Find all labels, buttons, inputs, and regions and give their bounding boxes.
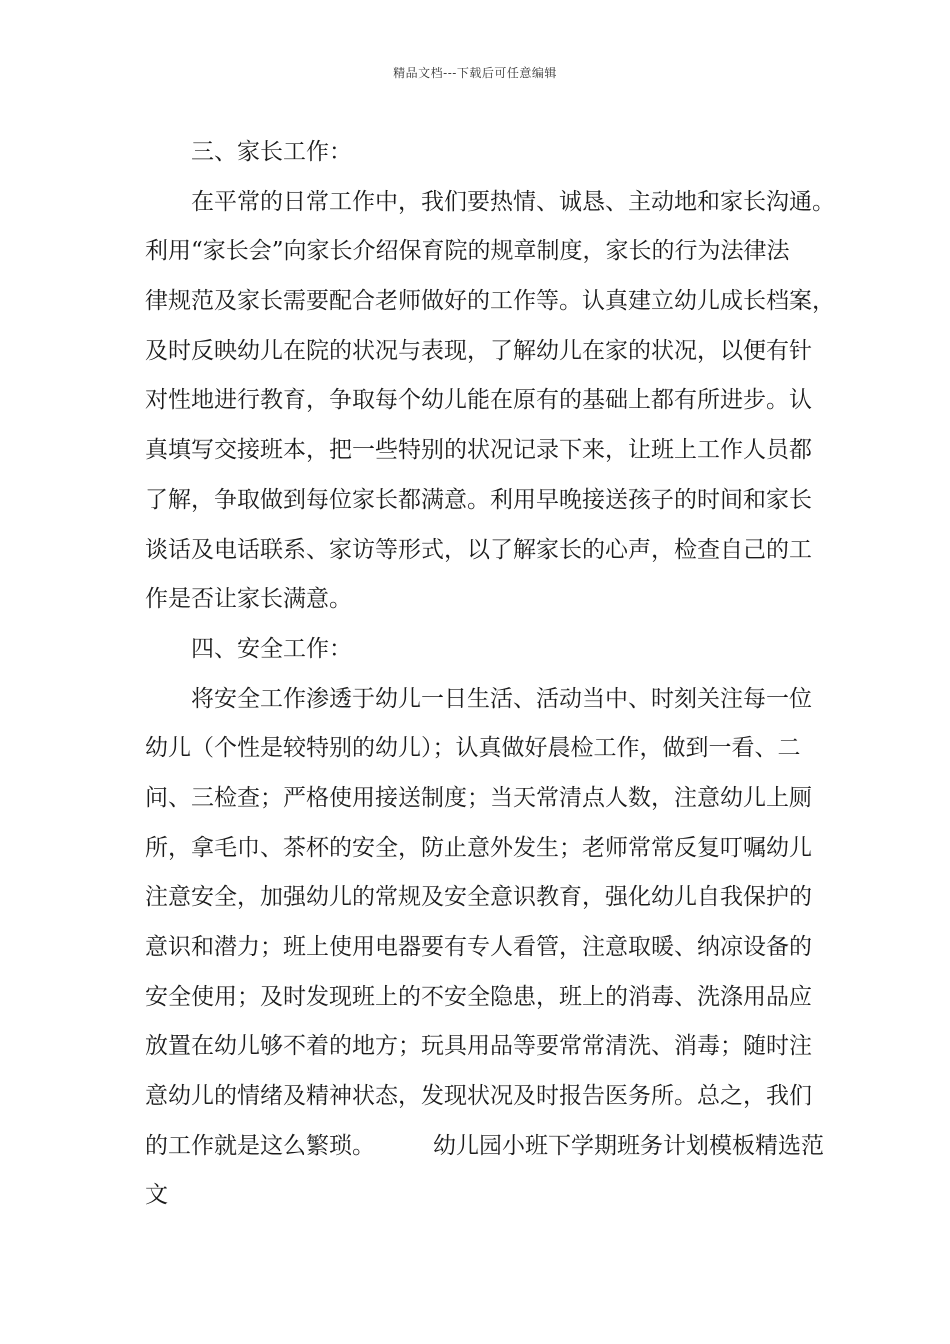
paragraph-line: 了解，争取做到每位家长都满意。利用早晚接送孩子的时间和家长 xyxy=(145,486,812,513)
paragraph-line: 安全使用；及时发现班上的不安全隐患，班上的消毒、洗涤用品应 xyxy=(145,983,812,1010)
paragraph-line: 所，拿毛巾、茶杯的安全，防止意外发生；老师常常反复叮嘱幼儿 xyxy=(145,834,812,861)
closing-line xyxy=(145,1122,824,1172)
page-header: 精品文档---下载后可任意编辑 xyxy=(393,66,557,80)
paragraph-line: 问、三检查；严格使用接送制度；当天常清点人数，注意幼儿上厕 xyxy=(145,784,812,811)
document-title-end: 文 xyxy=(145,1182,168,1209)
paragraph-line: 利用“家长会”向家长介绍保育院的规章制度，家长的行为法律法 xyxy=(145,238,790,265)
section-heading-parent-work: 三、家长工作： xyxy=(191,139,352,165)
paragraph-line: 意识和潜力；班上使用电器要有专人看管，注意取暖、纳凉设备的 xyxy=(145,934,812,960)
document-title-fragment: 幼儿园小班下学期班务计划模板精选范 xyxy=(433,1132,824,1159)
paragraph-line: 意幼儿的情绪及精神状态，发现状况及时报告医务所。总之，我们 xyxy=(145,1083,812,1110)
paragraph-line: 对性地进行教育，争取每个幼儿能在原有的基础上都有所进步。认 xyxy=(145,387,812,414)
paragraph-line: 将安全工作渗透于幼儿一日生活、活动当中、时刻关注每一位 xyxy=(191,685,812,712)
document-body xyxy=(145,128,835,1221)
paragraph-line: 谈话及电话联系、家访等形式，以了解家长的心声，检查自己的工 xyxy=(145,536,812,563)
paragraph-line: 及时反映幼儿在院的状况与表现，了解幼儿在家的状况，以便有针 xyxy=(145,337,812,364)
paragraph-line: 律规范及家长需要配合老师做好的工作等。认真建立幼儿成长档案， xyxy=(145,288,835,315)
paragraph-line: 注意安全，加强幼儿的常规及安全意识教育，强化幼儿自我保护的 xyxy=(145,884,812,911)
paragraph-line: 真填写交接班本，把一些特别的状况记录下来，让班上工作人员都 xyxy=(145,437,812,464)
paragraph-line: 在平常的日常工作中，我们要热情、诚恳、主动地和家长沟通。 xyxy=(191,188,835,215)
paragraph-line: 作是否让家长满意。 xyxy=(145,586,352,613)
paragraph-line: 放置在幼儿够不着的地方；玩具用品等要常常清洗、消毒；随时注 xyxy=(145,1033,812,1060)
section-heading-safety-work: 四、安全工作： xyxy=(191,635,352,662)
closing-sentence: 的工作就是这么繁琐。 xyxy=(145,1132,375,1159)
paragraph-line: 幼儿（个性是较特别的幼儿）；认真做好晨检工作，做到一看、二 xyxy=(145,735,801,762)
